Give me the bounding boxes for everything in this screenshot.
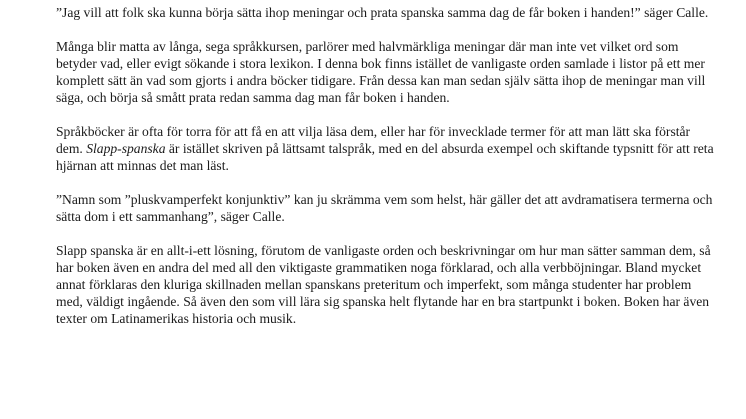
quote-paragraph-2: ”Namn som ”pluskvamperfekt konjunktiv” kan ju skrämma vem som helst, här gäller det att avdramatisera termerna och sätta dom i ett sammanhang”, säger Calle. [56, 192, 713, 224]
paragraph-text-after-title: är istället skriven på lättsamt talspråk, med en del absurda exempel och skiftande typsnitt för att reta hjärnan att minnas det man läst. [56, 141, 714, 173]
body-paragraph-all-in-one: Slapp spanska är en allt-i-ett lösning, förutom de vanligaste orden och beskrivningar om hur man sätter samman dem, så har boken även en andra del med all den viktigaste grammatiken noga förklarad, och alla verbböjningar. Bland mycket annat förklaras den kluriga skillnaden mellan spanskans preteritum och imperfekt, som många studenter har problem med, väldigt ingående. Så även den som vill lära sig spanska helt flytande har en bra startpunkt i boken. Boken har även texter om Latinamerikas historia och musik. [56, 243, 711, 326]
body-paragraph-language-books [56, 123, 716, 174]
book-title: Slapp-spanska [86, 141, 166, 156]
quote-paragraph-1: ”Jag vill att folk ska kunna börja sätta ihop meningar och prata spanska samma dag de får boken i handen!” säger Calle. [56, 5, 709, 20]
paragraph-text-before-title: Språkböcker är ofta för torra för att få en att vilja läsa dem, eller har för invecklade termer för att man lätt ska förstår dem. [56, 124, 691, 156]
body-paragraph-language-courses: Många blir matta av långa, sega språkkursen, parlörer med halvmärkliga meningar där man inte vet vilket ord som betyder vad, eller evigt sökande i stora lexikon. I denna bok finns istället de vanligaste orden samlade i listor på ett mer komplett sätt än vad som gjorts i andra böcker tidigare. Från dessa kan man sedan själv sätta ihop de meningar man vill säga, och börja så smått prata redan samma dag man får boken i handen. [56, 39, 706, 105]
